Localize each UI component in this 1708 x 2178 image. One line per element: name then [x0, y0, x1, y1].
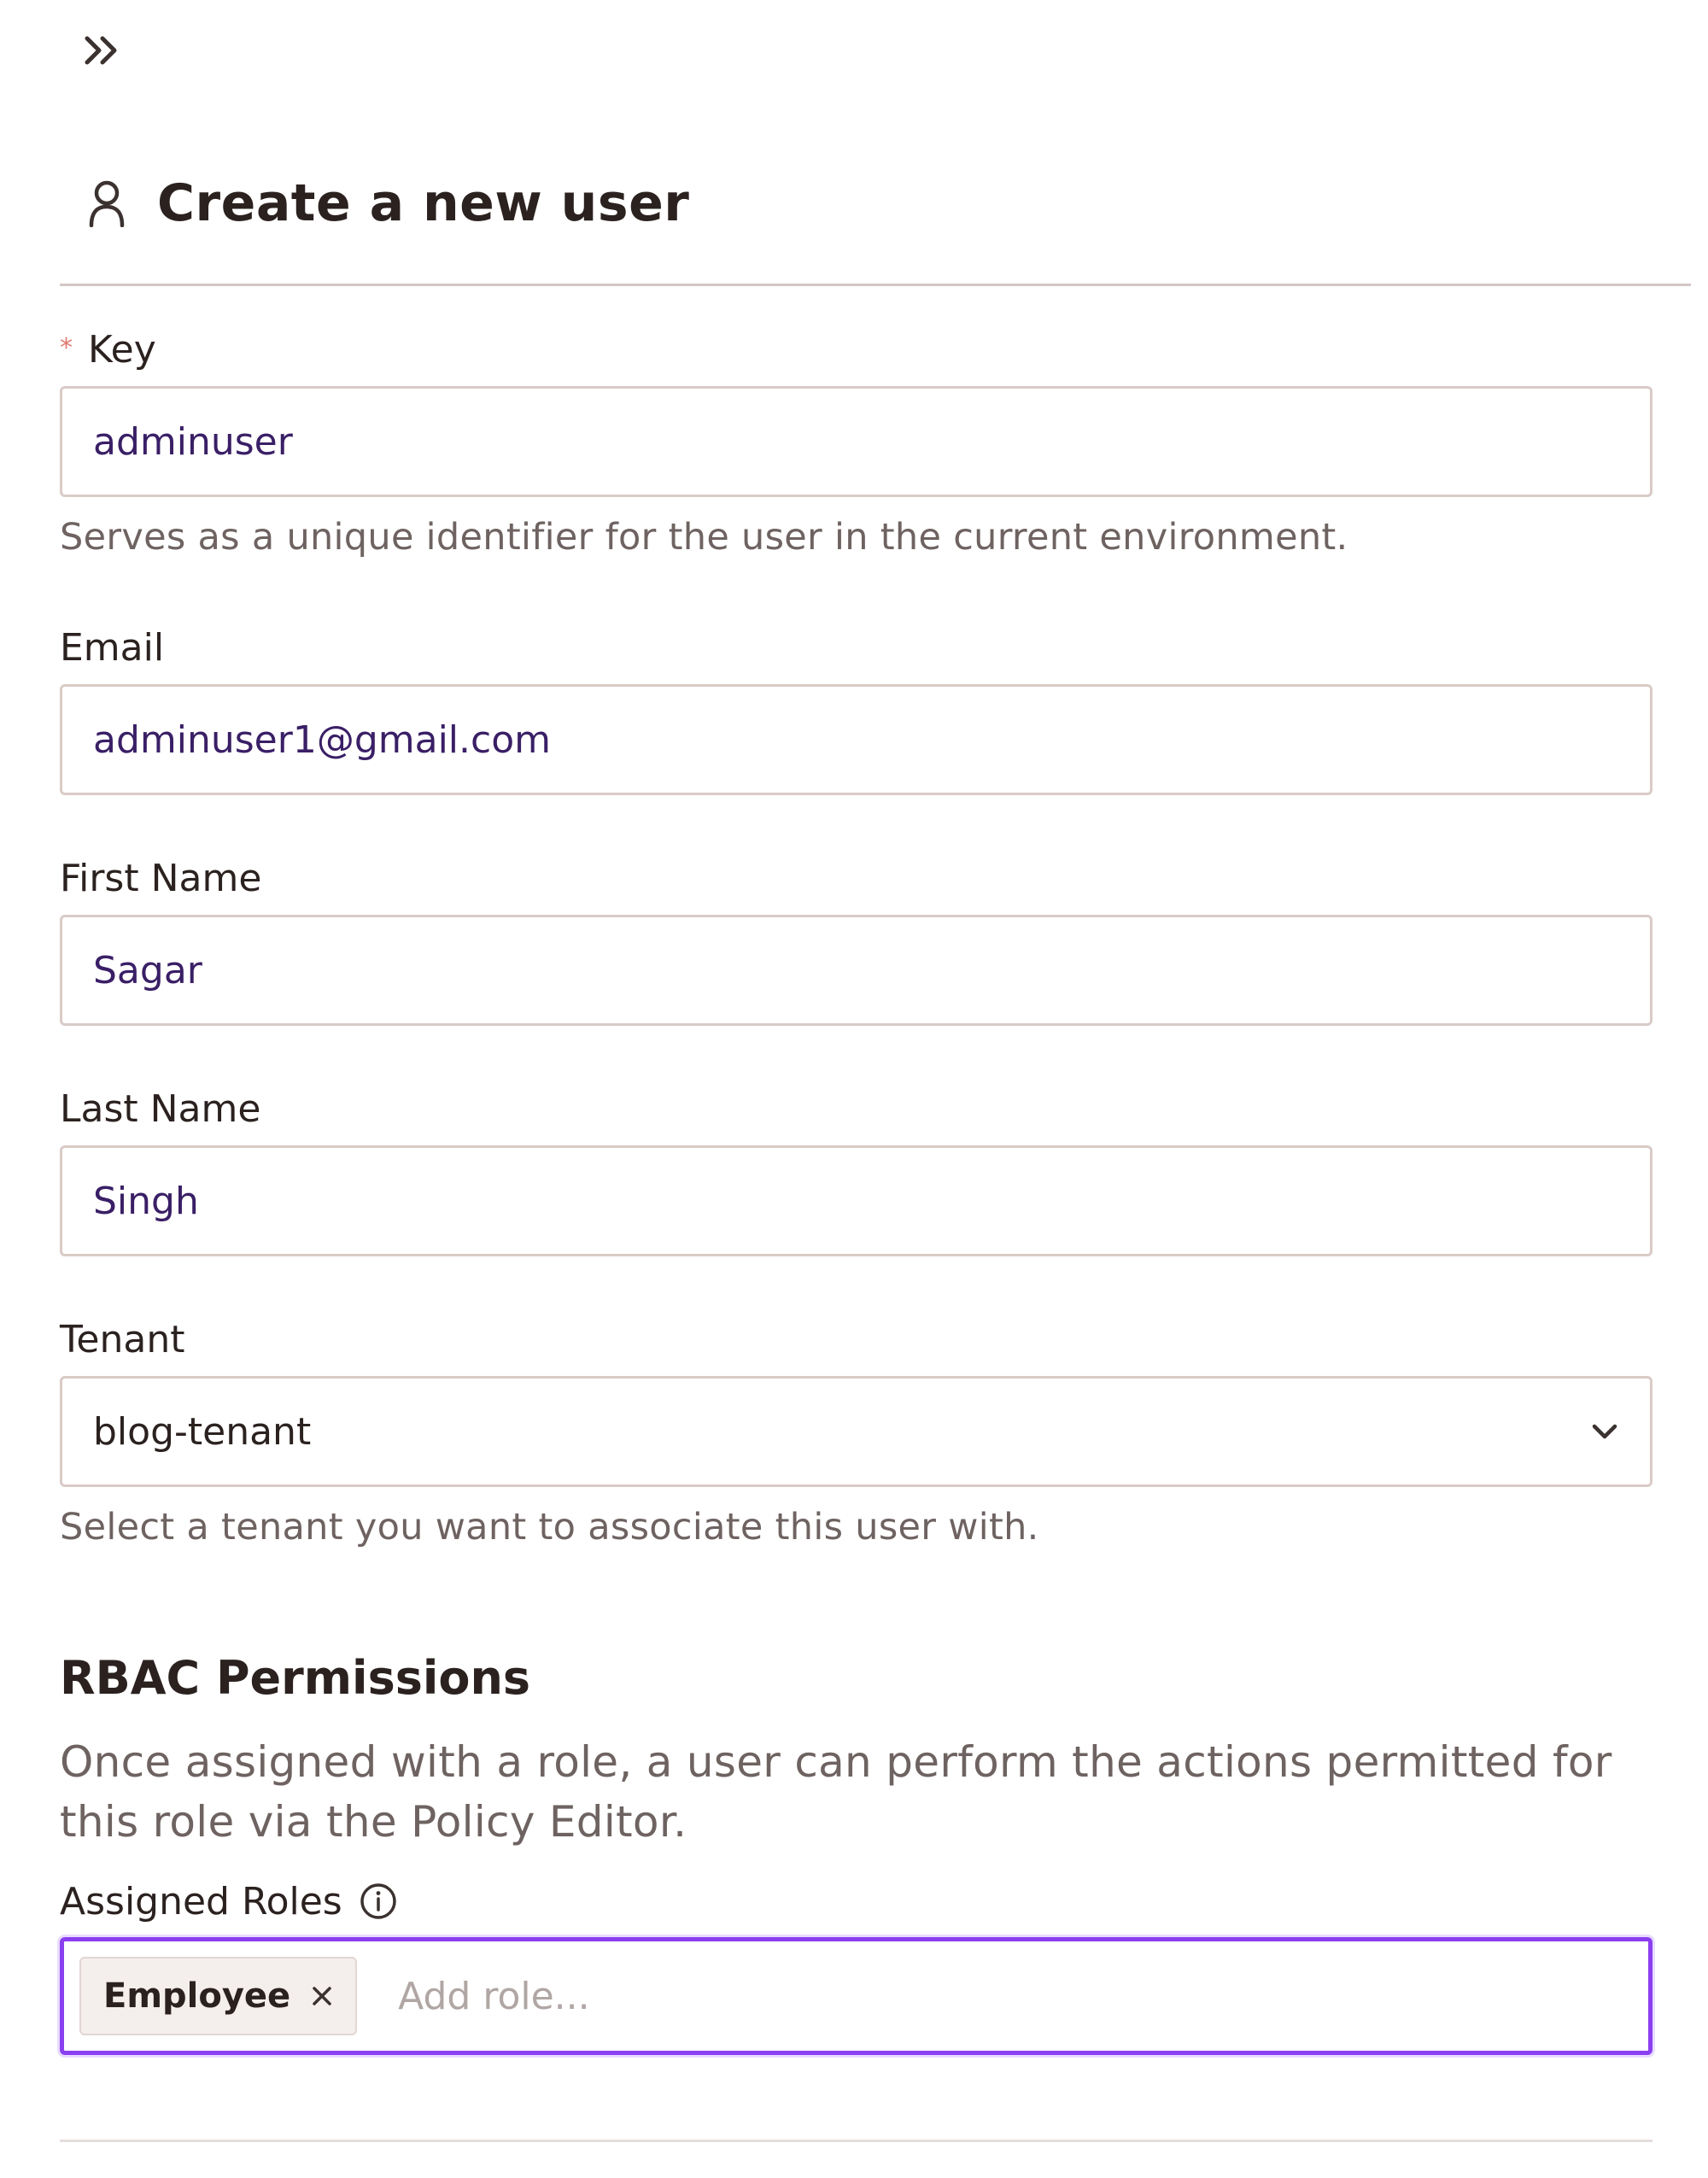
close-icon[interactable]: [307, 1982, 336, 2011]
last-name-field-group: [60, 1084, 1652, 1256]
user-icon: [84, 173, 130, 233]
tenant-label: Tenant: [60, 1318, 185, 1361]
email-input[interactable]: [60, 684, 1652, 795]
first-name-input[interactable]: [60, 915, 1652, 1026]
rbac-section-title: RBAC Permissions: [60, 1651, 531, 1705]
tenant-helper-text: Select a tenant you want to associate this user with.: [60, 1506, 1039, 1549]
chevron-down-icon: [1590, 1422, 1619, 1441]
bottom-divider: [60, 2140, 1652, 2142]
assigned-roles-label-text: Assigned Roles: [60, 1879, 342, 1923]
key-label: [60, 325, 1652, 376]
rbac-section: [60, 1651, 1652, 2055]
add-role-input[interactable]: [396, 1974, 1633, 2019]
assigned-roles-input-box[interactable]: [60, 1937, 1652, 2055]
key-field-group: [60, 325, 1652, 559]
tenant-field-group: [60, 1314, 1652, 1549]
page-title: Create a new user: [157, 173, 690, 233]
info-icon[interactable]: [358, 1881, 399, 1922]
create-user-form: [60, 325, 1652, 2055]
required-indicator: *: [60, 333, 73, 363]
role-chip-label: Employee: [103, 1976, 291, 2016]
key-input[interactable]: [60, 386, 1652, 497]
email-field-group: [60, 623, 1652, 795]
expand-panel-button[interactable]: [77, 26, 126, 75]
first-name-label: First Name: [60, 857, 262, 900]
page-header: [60, 167, 1691, 286]
last-name-label: Last Name: [60, 1087, 261, 1131]
key-label-text: Key: [88, 328, 156, 372]
double-chevron-right-icon: [82, 33, 121, 67]
email-label: Email: [60, 626, 165, 670]
tenant-select-value: blog-tenant: [93, 1409, 312, 1454]
rbac-section-description: Once assigned with a role, a user can perform the actions permitted for this role via the Policy Editor.: [60, 1737, 1612, 1847]
assigned-roles-label: [60, 1876, 1652, 1927]
tenant-select[interactable]: [60, 1376, 1652, 1487]
last-name-input[interactable]: [60, 1145, 1652, 1256]
first-name-field-group: [60, 853, 1652, 1026]
role-chip: [79, 1957, 357, 2035]
key-helper-text: Serves as a unique identifier for the user in the current environment.: [60, 516, 1348, 559]
